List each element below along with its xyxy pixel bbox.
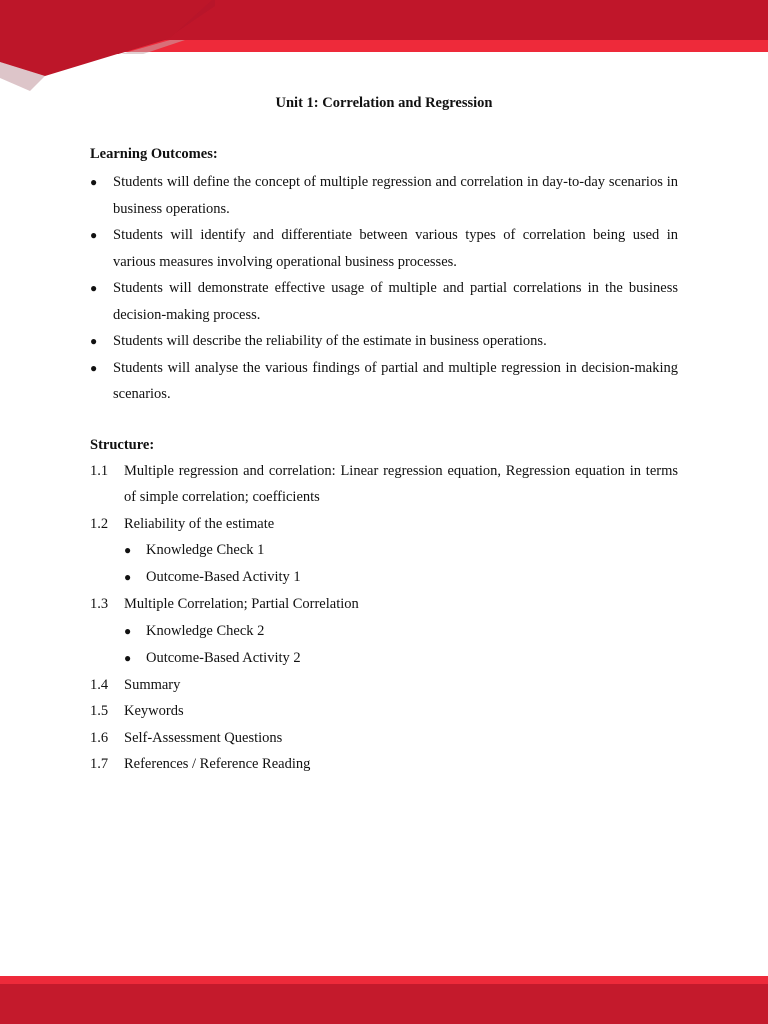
section-number: 1.6 xyxy=(90,729,109,746)
bullet-icon: ● xyxy=(90,360,98,375)
header-chevron-main xyxy=(0,0,212,76)
section-number: 1.1 xyxy=(90,462,109,479)
sub-list-item: ● Knowledge Check 2 xyxy=(124,618,678,645)
section-title: References / Reference Reading xyxy=(124,756,311,772)
bullet-icon: ● xyxy=(124,570,132,584)
footer-dark-stripe xyxy=(0,984,768,1024)
header-chevron-overlay xyxy=(0,0,220,100)
sub-list-item: ● Outcome-Based Activity 1 xyxy=(124,564,678,591)
bullet-icon: ● xyxy=(90,281,98,295)
structure-item-1-6 xyxy=(90,725,678,752)
structure-item-1-5 xyxy=(90,698,678,725)
bullet-icon: ● xyxy=(90,334,98,348)
sub-list-item: ● Knowledge Check 1 xyxy=(124,537,678,564)
sub-list xyxy=(124,618,678,672)
section-number: 1.2 xyxy=(90,515,109,532)
list-item: ● Students will identify and differentiate between various types of correlation being used in various measures involving operational business processes. xyxy=(90,222,678,275)
footer-banner xyxy=(0,976,768,1024)
bullet-icon: ● xyxy=(124,543,132,557)
section-number: 1.7 xyxy=(90,756,109,772)
section-number: 1.5 xyxy=(90,703,109,719)
bullet-icon: ● xyxy=(124,650,132,665)
structure-item-1-7 xyxy=(90,751,678,778)
section-title: Summary xyxy=(124,676,181,693)
structure-heading: Structure: xyxy=(90,436,155,453)
bullet-icon: ● xyxy=(124,623,132,638)
section-title: Reliability of the estimate xyxy=(124,515,275,532)
list-item: ● Students will demonstrate effective usage of multiple and partial correlations in the business decision-making process. xyxy=(90,275,678,328)
learning-outcomes-list xyxy=(90,169,678,408)
section-number: 1.4 xyxy=(90,676,109,693)
sub-list xyxy=(124,537,678,591)
learning-outcomes-heading: Learning Outcomes: xyxy=(90,146,218,162)
section-title: Multiple Correlation; Partial Correlation xyxy=(124,596,359,612)
structure-item-1-4 xyxy=(90,672,678,699)
bullet-icon: ● xyxy=(90,175,98,189)
page-content xyxy=(90,92,678,778)
sub-list-item: ● Outcome-Based Activity 2 xyxy=(124,645,678,672)
structure-item-1-3 xyxy=(90,591,678,672)
section-title: Multiple regression and correlation: Linear regression equation, Regression equation in terms of simple correlation; coefficients xyxy=(124,462,678,505)
section-title: Self-Assessment Questions xyxy=(124,729,283,746)
structure-list xyxy=(90,458,678,778)
list-item: ● Students will analyse the various findings of partial and multiple regression in decision-making scenarios. xyxy=(90,355,678,408)
bullet-icon: ● xyxy=(90,228,98,242)
unit-title: Unit 1: Correlation and Regression xyxy=(275,95,493,111)
section-number: 1.3 xyxy=(90,596,109,612)
structure-item-1-1 xyxy=(90,458,678,511)
structure-item-1-2 xyxy=(90,511,678,592)
list-item: ● Students will describe the reliability of the estimate in business operations. xyxy=(90,328,678,355)
list-item: ● Students will define the concept of multiple regression and correlation in day-to-day scenarios in business operations. xyxy=(90,169,678,222)
section-title: Keywords xyxy=(124,703,184,719)
